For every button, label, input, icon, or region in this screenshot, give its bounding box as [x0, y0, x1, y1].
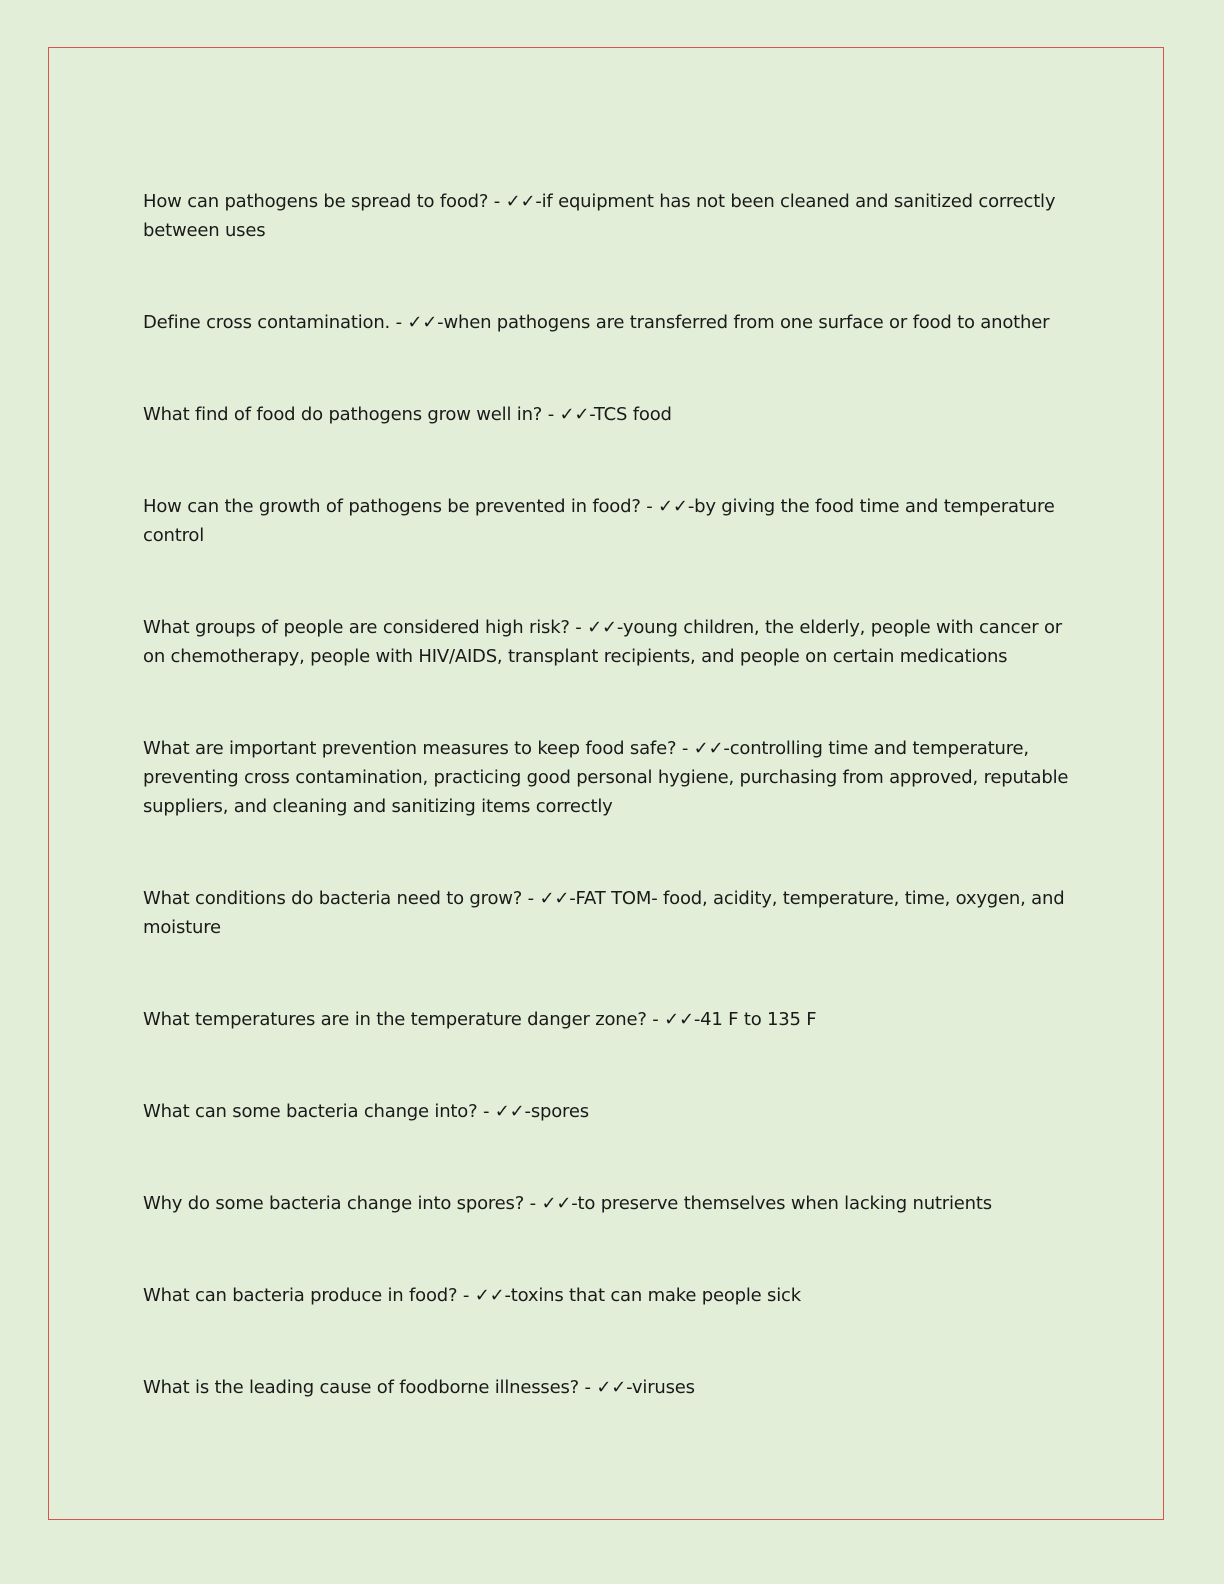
answer-text: -spores — [524, 1101, 589, 1122]
answer-text: -41 F to 135 F — [693, 1009, 817, 1030]
separator: - — [477, 1101, 495, 1122]
question-text: What can bacteria produce in food? — [143, 1285, 458, 1306]
check-icon: ✓✓ — [494, 1101, 525, 1122]
check-icon: ✓✓ — [559, 404, 590, 425]
separator: - — [390, 312, 408, 333]
answer-text: -TCS food — [589, 404, 672, 425]
qa-item — [143, 884, 1078, 942]
qa-item — [143, 613, 1078, 671]
qa-item — [143, 400, 1078, 429]
answer-text: -FAT TOM- food, acidity, temperature, time, oxygen, and moisture — [143, 888, 1065, 938]
qa-item — [143, 1281, 1078, 1310]
question-text: What temperatures are in the temperature danger zone? — [143, 1009, 647, 1030]
check-icon: ✓✓ — [474, 1285, 505, 1306]
qa-item — [143, 187, 1078, 245]
separator: - — [488, 191, 506, 212]
qa-item — [143, 1097, 1078, 1126]
separator: - — [457, 1285, 475, 1306]
separator: - — [676, 738, 694, 759]
check-icon: ✓✓ — [693, 738, 724, 759]
qa-item — [143, 1373, 1078, 1402]
qa-item — [143, 492, 1078, 550]
check-icon: ✓✓ — [658, 496, 688, 517]
question-text: Define cross contamination. — [143, 312, 391, 333]
answer-text: -young children, the elderly, people with cancer or on chemotherapy, people with HIV/AIDS, transplant recipients, and people on certain medications — [143, 617, 1062, 667]
answer-text: -viruses — [626, 1377, 695, 1398]
separator: - — [522, 888, 540, 909]
separator: - — [646, 1009, 665, 1030]
separator: - — [640, 496, 659, 517]
qa-item — [143, 1189, 1078, 1218]
qa-item — [143, 1005, 1078, 1034]
separator: - — [569, 617, 588, 638]
check-icon: ✓✓ — [539, 888, 570, 909]
question-text: What is the leading cause of foodborne illnesses? — [143, 1377, 580, 1398]
question-text: What are important prevention measures to keep food safe? — [143, 738, 677, 759]
check-icon: ✓✓ — [505, 191, 536, 212]
check-icon: ✓✓ — [664, 1009, 694, 1030]
check-icon: ✓✓ — [407, 312, 438, 333]
answer-text: -toxins that can make people sick — [504, 1285, 801, 1306]
answer-text: -when pathogens are transferred from one surface or food to another — [437, 312, 1050, 333]
question-text: How can pathogens be spread to food? — [143, 191, 489, 212]
check-icon: ✓✓ — [541, 1193, 572, 1214]
separator: - — [542, 404, 560, 425]
separator: - — [524, 1193, 542, 1214]
check-icon: ✓✓ — [587, 617, 617, 638]
question-text: What find of food do pathogens grow well in? — [143, 404, 543, 425]
answer-text: -by giving the food time and temperature control — [143, 496, 1055, 546]
answer-text: -to preserve themselves when lacking nutrients — [571, 1193, 992, 1214]
question-text: How can the growth of pathogens be prevented in food? — [143, 496, 641, 517]
question-text: What can some bacteria change into? — [143, 1101, 478, 1122]
answer-text: -if equipment has not been cleaned and sanitized correctly between uses — [143, 191, 1056, 241]
question-text: What conditions do bacteria need to grow? — [143, 888, 523, 909]
answer-text: -controlling time and temperature, preventing cross contamination, practicing good personal hygiene, purchasing from approved, reputable suppliers, and cleaning and sanitizing items correctly — [143, 738, 1069, 817]
separator: - — [579, 1377, 597, 1398]
qa-item — [143, 308, 1078, 337]
check-icon: ✓✓ — [596, 1377, 627, 1398]
question-text: Why do some bacteria change into spores? — [143, 1193, 525, 1214]
qa-item — [143, 734, 1078, 821]
question-text: What groups of people are considered high risk? — [143, 617, 570, 638]
